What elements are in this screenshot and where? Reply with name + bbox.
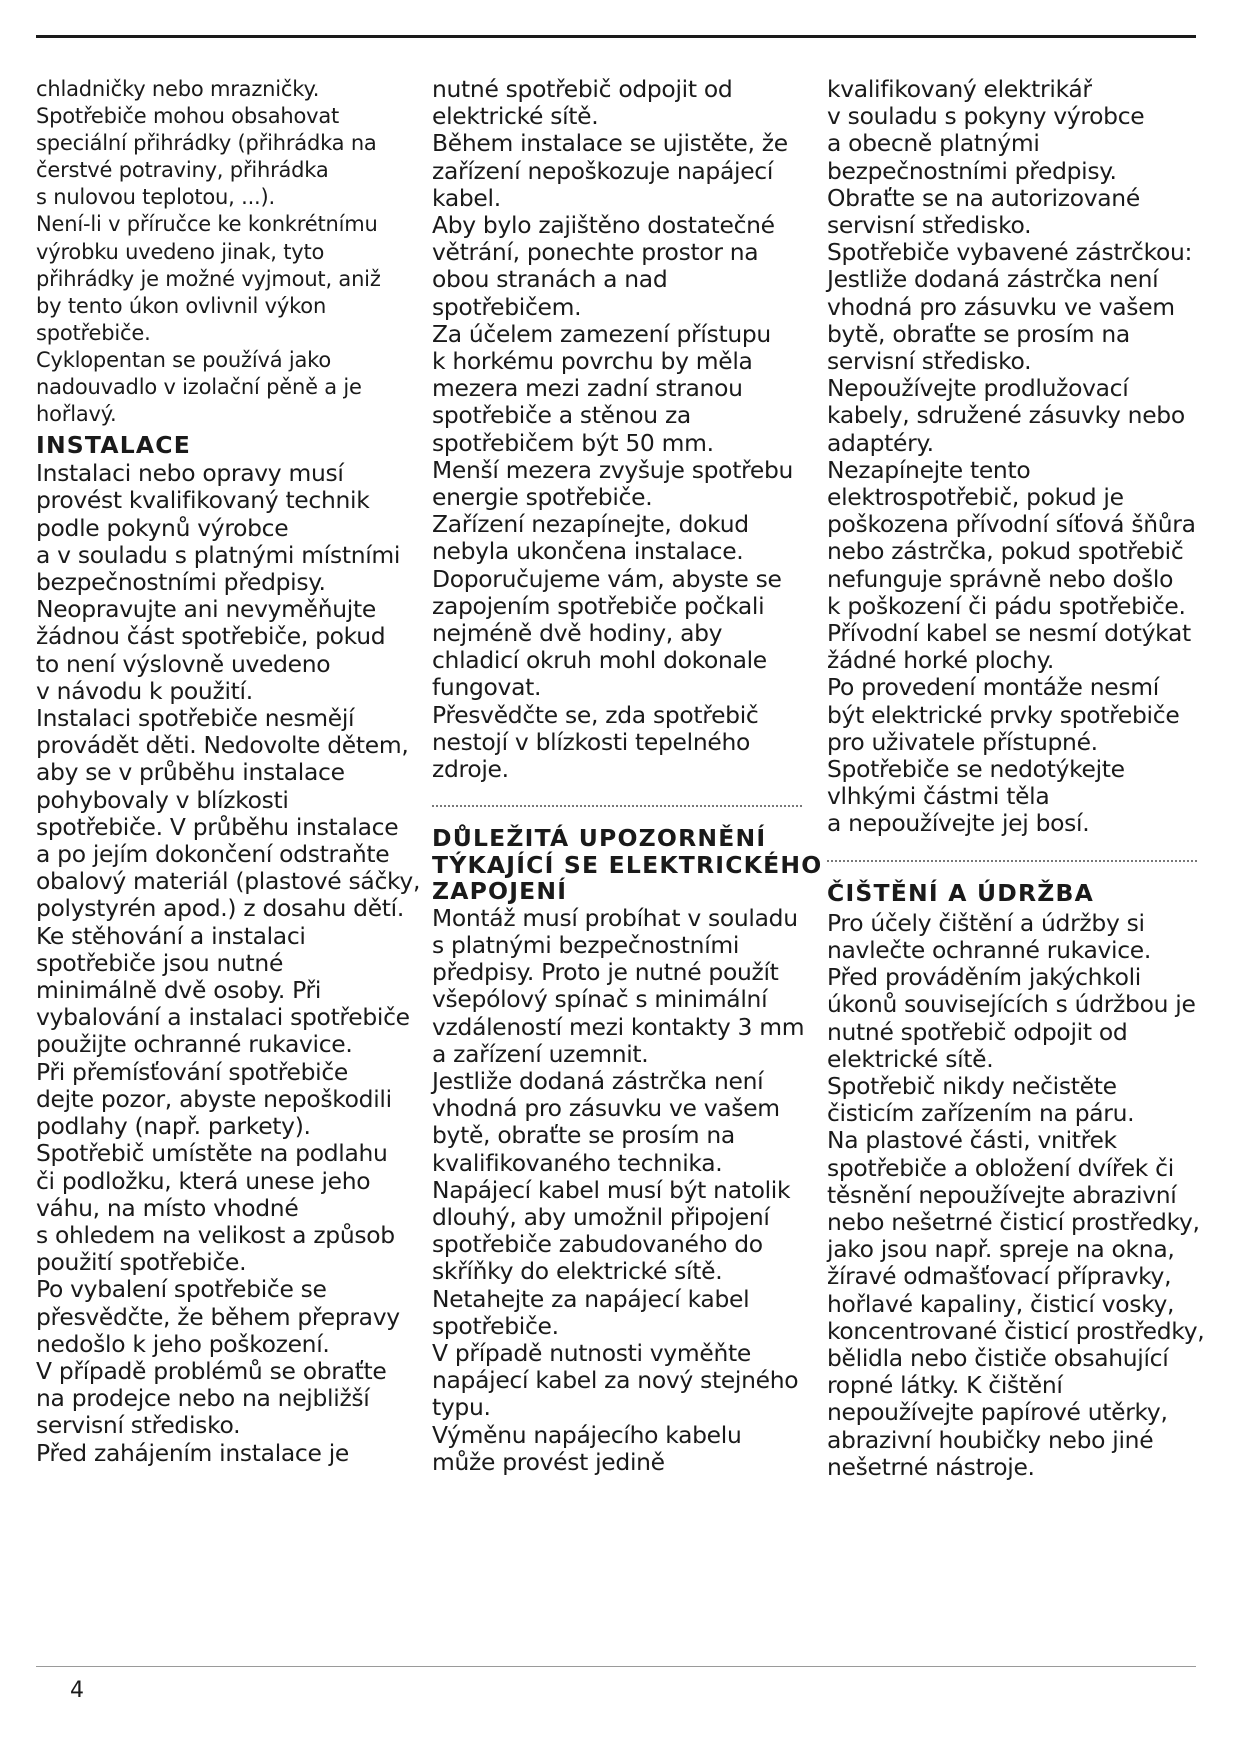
text-line: vhodná pro zásuvku ve vašem: [432, 1094, 780, 1123]
text-line: Neopravujte ani nevyměňujte: [36, 595, 376, 624]
text-line: Během instalace se ujistěte, že: [432, 129, 788, 158]
text-line: přesvědčte, že během přepravy: [36, 1302, 400, 1331]
text-line: V případě problémů se obraťte: [36, 1356, 387, 1385]
column-middle: [432, 75, 823, 1476]
text-line: nebyla ukončena instalace.: [432, 537, 744, 566]
heading-line: TÝKAJÍCÍ SE ELEKTRICKÉHO: [432, 850, 823, 879]
text-line: výrobku uvedeno jinak, tyto: [36, 239, 325, 264]
text-line: dejte pozor, abyste nepoškodili: [36, 1084, 392, 1113]
text-line: Montáž musí probíhat v souladu: [432, 903, 798, 932]
text-line: Instalaci spotřebiče nesmějí: [36, 704, 355, 733]
text-line: Ke stěhování a instalaci: [36, 921, 306, 950]
text-line: kabely, sdružené zásuvky nebo: [827, 401, 1185, 430]
text-line: Před prováděním jakýchkoli: [827, 963, 1141, 992]
text-line: žádné horké plochy.: [827, 646, 1054, 675]
text-line: elektrické sítě.: [827, 1044, 994, 1073]
section-heading-cleaning: ČIŠTĚNÍ A ÚDRŽBA: [827, 878, 1094, 907]
text-line: Doporučujeme vám, abyste se: [432, 564, 782, 593]
text-line: spotřebiče. V průběhu instalace: [36, 812, 399, 841]
text-line: Přívodní kabel se nesmí dotýkat: [827, 619, 1191, 648]
text-line: bytě, obraťte se prosím na: [432, 1121, 735, 1150]
dotted-separator: [827, 860, 1197, 862]
text-line: spotřebiče jsou nutné: [36, 948, 284, 977]
text-line: Před zahájením instalace je: [36, 1438, 349, 1467]
text-line: servisní středisko.: [36, 1411, 241, 1440]
text-line: bezpečnostními předpisy.: [827, 156, 1117, 185]
text-line: Aby bylo zajištěno dostatečné: [432, 211, 775, 240]
page-number: 4: [70, 1678, 84, 1703]
text-line: v souladu s pokyny výrobce: [827, 102, 1145, 131]
heading-line: ZAPOJENÍ: [432, 877, 568, 906]
text-line: spotřebiče.: [36, 320, 151, 345]
text-line: kvalifikovaný elektrikář: [827, 75, 1092, 103]
text-line: Zařízení nezapínejte, dokud: [432, 510, 749, 539]
text-line: by tento úkon ovlivnil výkon: [36, 293, 327, 318]
text-line: Jestliže dodaná zástrčka není: [827, 265, 1159, 294]
text-line: čisticím zařízením na páru.: [827, 1099, 1135, 1128]
text-line: hořlavý.: [36, 402, 117, 427]
text-line: speciální přihrádky (přihrádka na: [36, 131, 377, 156]
text-line: pohybovaly v blízkosti: [36, 785, 289, 814]
text-line: kabel.: [432, 183, 501, 212]
text-line: větrání, ponechte prostor na: [432, 238, 759, 267]
text-line: Pro účely čištění a údržby si: [827, 908, 1145, 937]
text-line: elektrospotřebič, pokud je: [827, 483, 1124, 512]
text-line: energie spotřebiče.: [432, 483, 653, 512]
column-right: [827, 75, 1205, 1481]
text-line: polystyrén apod.) z dosahu dětí.: [36, 894, 405, 923]
text-line: obalový materiál (plastové sáčky,: [36, 867, 421, 896]
text-line: nefunguje správně nebo došlo: [827, 564, 1174, 593]
text-line: nebo nešetrné čisticí prostředky,: [827, 1207, 1200, 1236]
text-line: spotřebiče a stěnou za: [432, 401, 691, 430]
text-line: pro uživatele přístupné.: [827, 727, 1098, 756]
text-line: Obraťte se na autorizované: [827, 183, 1140, 212]
text-line: všepólový spínač s minimální: [432, 985, 768, 1014]
text-line: na prodejce nebo na nejbližší: [36, 1384, 370, 1413]
section-heading-electrical: [432, 824, 823, 906]
intro-text: [36, 76, 406, 428]
text-line: podle pokynů výrobce: [36, 513, 289, 542]
top-rule: [36, 35, 1196, 38]
text-line: dlouhý, aby umožnil připojení: [432, 1203, 770, 1232]
dotted-separator: [432, 805, 802, 807]
text-line: ropné látky. K čištění: [827, 1371, 1063, 1400]
text-line: obou stranách a nad: [432, 265, 668, 294]
text-line: s platnými bezpečnostními: [432, 930, 740, 959]
text-line: Výměnu napájecího kabelu: [432, 1420, 742, 1449]
text-line: nebo zástrčka, pokud spotřebič: [827, 537, 1184, 566]
text-line: nutné spotřebič odpojit od: [827, 1017, 1128, 1046]
text-line: předpisy. Proto je nutné použít: [432, 958, 779, 987]
text-line: nestojí v blízkosti tepelného: [432, 727, 750, 756]
text-line: Cyklopentan se používá jako: [36, 347, 331, 372]
bottom-rule: [36, 1666, 1196, 1667]
text-line: elektrické sítě.: [432, 102, 599, 131]
text-line: napájecí kabel za nový stejného: [432, 1366, 799, 1395]
text-line: mezera mezi zadní stranou: [432, 374, 743, 403]
text-line: a nepoužívejte jej bosí.: [827, 809, 1090, 838]
text-line: být elektrické prvky spotřebiče: [827, 700, 1180, 729]
text-line: žádnou část spotřebiče, pokud: [36, 622, 386, 651]
text-line: s nulovou teplotou, ...).: [36, 185, 275, 210]
text-line: použijte ochranné rukavice.: [36, 1030, 353, 1059]
text-line: Spotřebič nikdy nečistěte: [827, 1071, 1117, 1100]
text-line: a po jejím dokončení odstraňte: [36, 840, 390, 869]
text-line: vlhkými částmi těla: [827, 782, 1050, 811]
text-line: spotřebiče.: [432, 1311, 559, 1340]
text-line: vzdáleností mezi kontakty 3 mm: [432, 1012, 805, 1041]
text-line: abrazivní houbičky nebo jiné: [827, 1425, 1154, 1454]
text-line: Nezapínejte tento: [827, 455, 1031, 484]
text-line: může provést jedině: [432, 1447, 665, 1476]
text-line: nešetrné nástroje.: [827, 1452, 1035, 1481]
text-line: Netahejte za napájecí kabel: [432, 1284, 750, 1313]
text-line: nejméně dvě hodiny, aby: [432, 619, 723, 648]
text-line: vhodná pro zásuvku ve vašem: [827, 292, 1175, 321]
text-line: navlečte ochranné rukavice.: [827, 935, 1152, 964]
text-line: Instalaci nebo opravy musí: [36, 459, 344, 488]
text-line: Při přemísťování spotřebiče: [36, 1057, 348, 1086]
text-line: poškozena přívodní síťová šňůra: [827, 510, 1196, 539]
text-line: spotřebiče a obložení dvířek či: [827, 1153, 1174, 1182]
text-line: servisní středisko.: [827, 211, 1032, 240]
text-line: úkonů souvisejících s údržbou je: [827, 990, 1196, 1019]
text-line: podlahy (např. parkety).: [36, 1112, 311, 1141]
installation-text: [36, 459, 421, 1467]
text-line: zařízení nepoškozuje napájecí: [432, 156, 774, 185]
text-line: nadouvadlo v izolační pěně a je: [36, 375, 362, 400]
text-line: čerstvé potraviny, přihrádka: [36, 158, 329, 183]
text-line: Nepoužívejte prodlužovací: [827, 374, 1129, 403]
text-line: provést kvalifikovaný technik: [36, 486, 370, 515]
text-line: spotřebiče zabudovaného do: [432, 1230, 763, 1259]
text-line: V případě nutnosti vyměňte: [432, 1339, 751, 1368]
text-line: Spotřebič umístěte na podlahu: [36, 1139, 388, 1168]
text-line: Po provedení montáže nesmí: [827, 673, 1159, 702]
text-line: Napájecí kabel musí být natolik: [432, 1175, 791, 1204]
text-line: zapojením spotřebiče počkali: [432, 591, 765, 620]
text-line: provádět děti. Nedovolte dětem,: [36, 731, 409, 760]
text-line: přihrádky je možné vyjmout, aniž: [36, 266, 381, 291]
text-line: Není-li v příručce ke konkrétnímu: [36, 212, 378, 237]
text-line: typu.: [432, 1393, 491, 1422]
text-line: kvalifikovaného technika.: [432, 1148, 723, 1177]
text-line: spotřebičem být 50 mm.: [432, 428, 714, 457]
text-line: nepoužívejte papírové utěrky,: [827, 1398, 1168, 1427]
text-line: Jestliže dodaná zástrčka není: [432, 1067, 764, 1095]
text-line: Spotřebiče vybavené zástrčkou:: [827, 238, 1193, 267]
text-line: adaptéry.: [827, 428, 934, 457]
electrical-text-continued: [827, 76, 1197, 838]
text-line: chladicí okruh mohl dokonale: [432, 646, 767, 675]
text-line: použití spotřebiče.: [36, 1248, 247, 1277]
text-line: žíravé odmašťovací přípravky,: [827, 1262, 1172, 1291]
text-line: jako jsou např. spreje na okna,: [827, 1235, 1175, 1264]
text-line: Na plastové části, vnitřek: [827, 1126, 1117, 1155]
text-line: bělidla nebo čističe obsahující: [827, 1343, 1169, 1372]
text-line: bytě, obraťte se prosím na: [827, 319, 1130, 348]
text-line: těsnění nepoužívejte abrazivní: [827, 1180, 1177, 1209]
text-line: servisní středisko.: [827, 347, 1032, 376]
heading-line: DŮLEŽITÁ UPOZORNĚNÍ: [432, 824, 767, 853]
column-left: [36, 76, 421, 1467]
text-line: vybalování a instalaci spotřebiče: [36, 1003, 410, 1032]
text-line: skříňky do elektrické sítě.: [432, 1257, 723, 1286]
text-line: bezpečnostními předpisy.: [36, 568, 326, 597]
text-line: koncentrované čisticí prostředky,: [827, 1316, 1205, 1345]
cleaning-text: [827, 908, 1205, 1481]
text-line: Přesvědčte se, zda spotřebič: [432, 700, 759, 729]
text-line: zdroje.: [432, 755, 509, 784]
text-line: hořlavé kapaliny, čisticí vosky,: [827, 1289, 1175, 1318]
text-line: fungovat.: [432, 673, 542, 702]
text-line: to není výslovně uvedeno: [36, 649, 331, 678]
text-line: spotřebičem.: [432, 292, 582, 321]
text-line: nutné spotřebič odpojit od: [432, 75, 733, 103]
text-line: Za účelem zamezení přístupu: [432, 319, 771, 348]
text-line: a zařízení uzemnit.: [432, 1039, 649, 1068]
text-line: nedošlo k jeho poškození.: [36, 1329, 330, 1358]
text-line: Menší mezera zvyšuje spotřebu: [432, 455, 794, 484]
text-line: k poškození či pádu spotřebiče.: [827, 591, 1186, 620]
text-line: a obecně platnými: [827, 129, 1040, 158]
text-line: či podložku, která unese jeho: [36, 1166, 371, 1195]
text-line: Spotřebiče se nedotýkejte: [827, 755, 1125, 784]
text-line: v návodu k použití.: [36, 676, 253, 705]
text-line: aby se v průběhu instalace: [36, 758, 345, 787]
section-heading-installation: INSTALACE: [36, 431, 191, 460]
text-line: minimálně dvě osoby. Při: [36, 976, 322, 1005]
text-line: Po vybalení spotřebiče se: [36, 1275, 327, 1304]
text-line: váhu, na místo vhodné: [36, 1193, 299, 1222]
text-line: s ohledem na velikost a způsob: [36, 1220, 395, 1249]
text-line: a v souladu s platnými místními: [36, 540, 401, 569]
electrical-text: [432, 903, 805, 1476]
text-line: k horkému povrchu by měla: [432, 347, 753, 376]
text-line: chladničky nebo mrazničky.: [36, 77, 320, 101]
text-line: Spotřebiče mohou obsahovat: [36, 104, 340, 129]
installation-text-continued: [432, 76, 802, 783]
